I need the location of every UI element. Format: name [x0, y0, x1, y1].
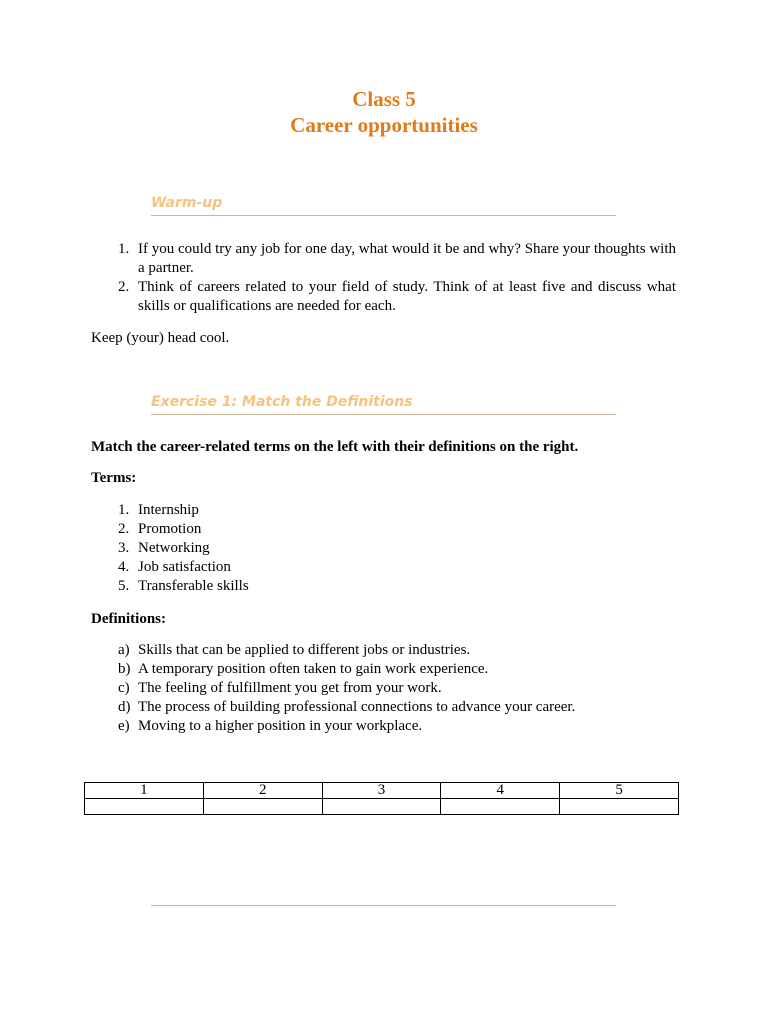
footer-divider: [151, 905, 616, 906]
warmup-note: Keep (your) head cool.: [91, 330, 230, 346]
list-item: [108, 278, 676, 316]
list-item: [108, 679, 676, 698]
exercise1-instruction: Match the career-related terms on the left with their definitions on the right.: [91, 439, 579, 455]
definition-text: The feeling of fulfillment you get from your work.: [138, 680, 442, 696]
answer-cell[interactable]: [203, 799, 322, 815]
definition-text: Moving to a higher position in your workplace.: [138, 718, 423, 734]
answer-cell[interactable]: [441, 799, 560, 815]
list-letter: d): [118, 699, 131, 715]
list-item: [108, 240, 676, 278]
list-letter: a): [118, 642, 130, 658]
list-item: [108, 577, 676, 596]
exercise1-heading: Exercise 1: Match the Definitions: [151, 394, 616, 415]
answer-cell[interactable]: [560, 799, 679, 815]
table-header-cell: 2: [203, 783, 322, 799]
table-header-cell: 1: [85, 783, 204, 799]
list-number: 3.: [118, 540, 130, 556]
list-number: 1.: [118, 502, 130, 518]
definition-text: The process of building professional connections to advance your career.: [138, 699, 576, 715]
term-text: Job satisfaction: [138, 559, 231, 575]
list-number: 1.: [118, 241, 130, 257]
list-number: 2.: [118, 279, 130, 295]
answer-table-answer-row: [85, 799, 679, 815]
answer-cell[interactable]: [322, 799, 441, 815]
terms-list: [108, 501, 676, 596]
answer-table-header-row: [85, 783, 679, 799]
term-text: Networking: [138, 540, 210, 556]
list-item: [108, 698, 676, 717]
list-item: [108, 641, 676, 660]
list-letter: e): [118, 718, 130, 734]
list-text: If you could try any job for one day, what would it be and why? Share your thoughts with a partner.: [138, 241, 676, 276]
list-item: [108, 501, 676, 520]
warmup-heading: Warm-up: [151, 195, 616, 216]
list-letter: b): [118, 661, 131, 677]
answer-table: [84, 782, 679, 815]
table-header-cell: 5: [560, 783, 679, 799]
term-text: Internship: [138, 502, 199, 518]
term-text: Transferable skills: [138, 578, 249, 594]
list-item: [108, 558, 676, 577]
list-item: [108, 660, 676, 679]
page-title: [0, 86, 768, 138]
title-line-topic: Career opportunities: [290, 113, 478, 137]
term-text: Promotion: [138, 521, 202, 537]
list-number: 2.: [118, 521, 130, 537]
warmup-list: [108, 240, 676, 316]
list-text: Think of careers related to your field of study. Think of at least five and discuss what skills or qualifications are needed for each.: [138, 279, 676, 314]
table-header-cell: 4: [441, 783, 560, 799]
list-item: [108, 520, 676, 539]
list-item: [108, 717, 676, 736]
definition-text: A temporary position often taken to gain work experience.: [138, 661, 489, 677]
definitions-label: Definitions:: [91, 611, 166, 627]
table-header-cell: 3: [322, 783, 441, 799]
list-item: [108, 539, 676, 558]
list-number: 4.: [118, 559, 130, 575]
list-letter: c): [118, 680, 130, 696]
title-line-class: Class 5: [352, 87, 416, 111]
definition-text: Skills that can be applied to different jobs or industries.: [138, 642, 471, 658]
answer-cell[interactable]: [85, 799, 204, 815]
terms-label: Terms:: [91, 470, 137, 486]
definitions-list: [108, 641, 676, 736]
list-number: 5.: [118, 578, 130, 594]
